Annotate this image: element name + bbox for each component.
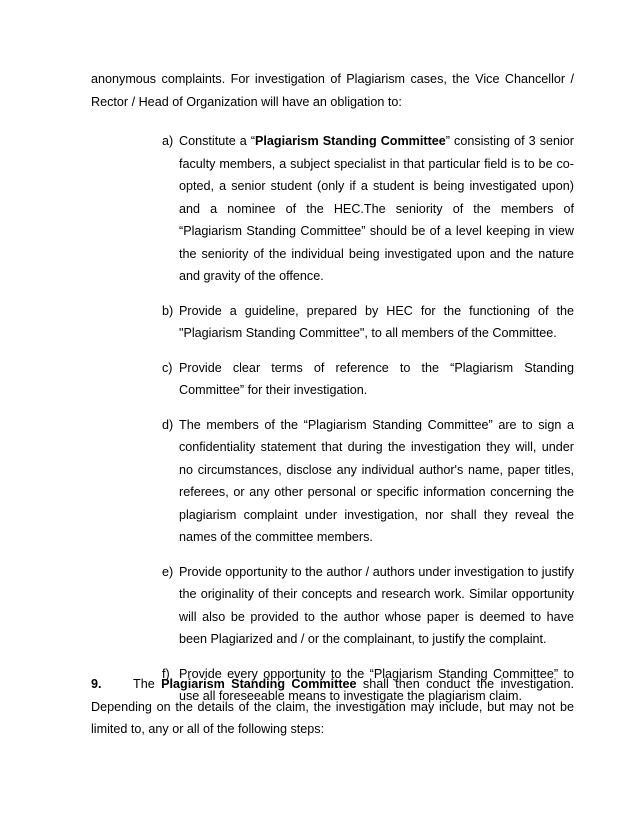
list-item-text: Provide clear terms of reference to the “Plagiarism Standing Committee” for their investigation. xyxy=(179,360,574,397)
list-marker: b) xyxy=(162,303,174,318)
list-item-text: Provide every opportunity to the “Plagiarism Standing Committee” to use all foreseeable means to investigate the plagiarism claim. xyxy=(179,666,574,703)
list-item-e xyxy=(162,561,574,651)
list-item-text: Provide opportunity to the author / authors under investigation to justify the originality of their concepts and research work. Similar opportunity will also be provided to the author whose paper is deemed to have been Plagiarized and / or the complainant, to justify the complaint. xyxy=(179,564,574,646)
obligations-list xyxy=(162,130,574,720)
list-marker: c) xyxy=(162,360,173,375)
list-marker: f) xyxy=(162,666,170,681)
list-item-text: Provide a guideline, prepared by HEC for the functioning of the "Plagiarism Standing Committee", to all members of the Committee. xyxy=(179,303,574,340)
section-number: 9. xyxy=(91,677,102,691)
list-item-text-pre: Constitute a “ xyxy=(179,134,256,148)
list-item-b xyxy=(162,300,574,345)
list-item-d xyxy=(162,414,574,549)
list-item-c xyxy=(162,357,574,402)
section-9-paragraph xyxy=(91,673,574,741)
list-item-a xyxy=(162,130,574,288)
list-marker: d) xyxy=(162,417,174,432)
list-marker: a) xyxy=(162,134,174,148)
section-text-post: shall then conduct the investigation. Depending on the details of the claim, the investigation may include, but may not be limited to, any or all of the following steps: xyxy=(91,677,574,736)
committee-name-bold: Plagiarism Standing Committee xyxy=(255,134,446,148)
committee-name-bold: Plagiarism Standing Committee xyxy=(161,677,357,691)
section-text-pre: The xyxy=(133,677,162,691)
list-marker: e) xyxy=(162,564,174,579)
list-item-text-post: ” consisting of 3 senior faculty members, a subject specialist in that particular field is to be co-opted, a senior student (only if a student is being investigated upon) and a nominee of the HEC.The seniority of the members of “Plagiarism Standing Committee” should be of a level keeping in view the seniority of the individual being investigated upon and the nature and gravity of the offence. xyxy=(179,134,574,283)
list-item-text: The members of the “Plagiarism Standing Committee” are to sign a confidentiality statement that during the investigation they will, under no circumstances, disclose any individual author's name, paper titles, referees, or any other personal or specific information concerning the plagiarism complaint under investigation, nor shall they reveal the names of the committee members. xyxy=(179,417,574,544)
intro-paragraph: anonymous complaints. For investigation of Plagiarism cases, the Vice Chancellor / Rector / Head of Organization will have an obligation to: xyxy=(91,72,574,109)
